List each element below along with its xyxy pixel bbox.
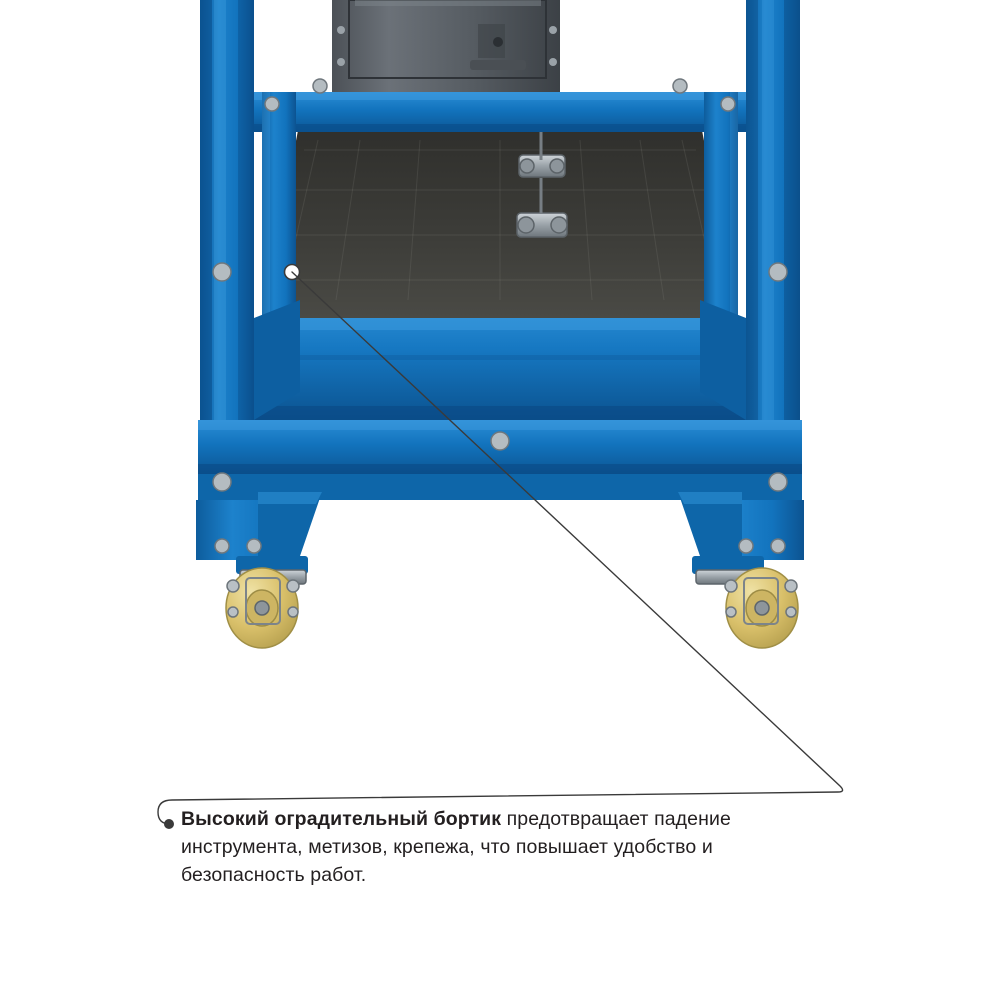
feature-callout-rest: предотвращает падение инструмента, метизов, крепежа, что повышает удобство и безопасность работ. [181, 808, 731, 886]
high-protective-side-board [254, 300, 746, 420]
feature-callout-lead: Высокий оградительный бортик [181, 808, 502, 830]
rear-top-rail [236, 92, 764, 132]
feature-callout-text [181, 805, 781, 889]
hoist-motor-unit [332, 0, 560, 96]
